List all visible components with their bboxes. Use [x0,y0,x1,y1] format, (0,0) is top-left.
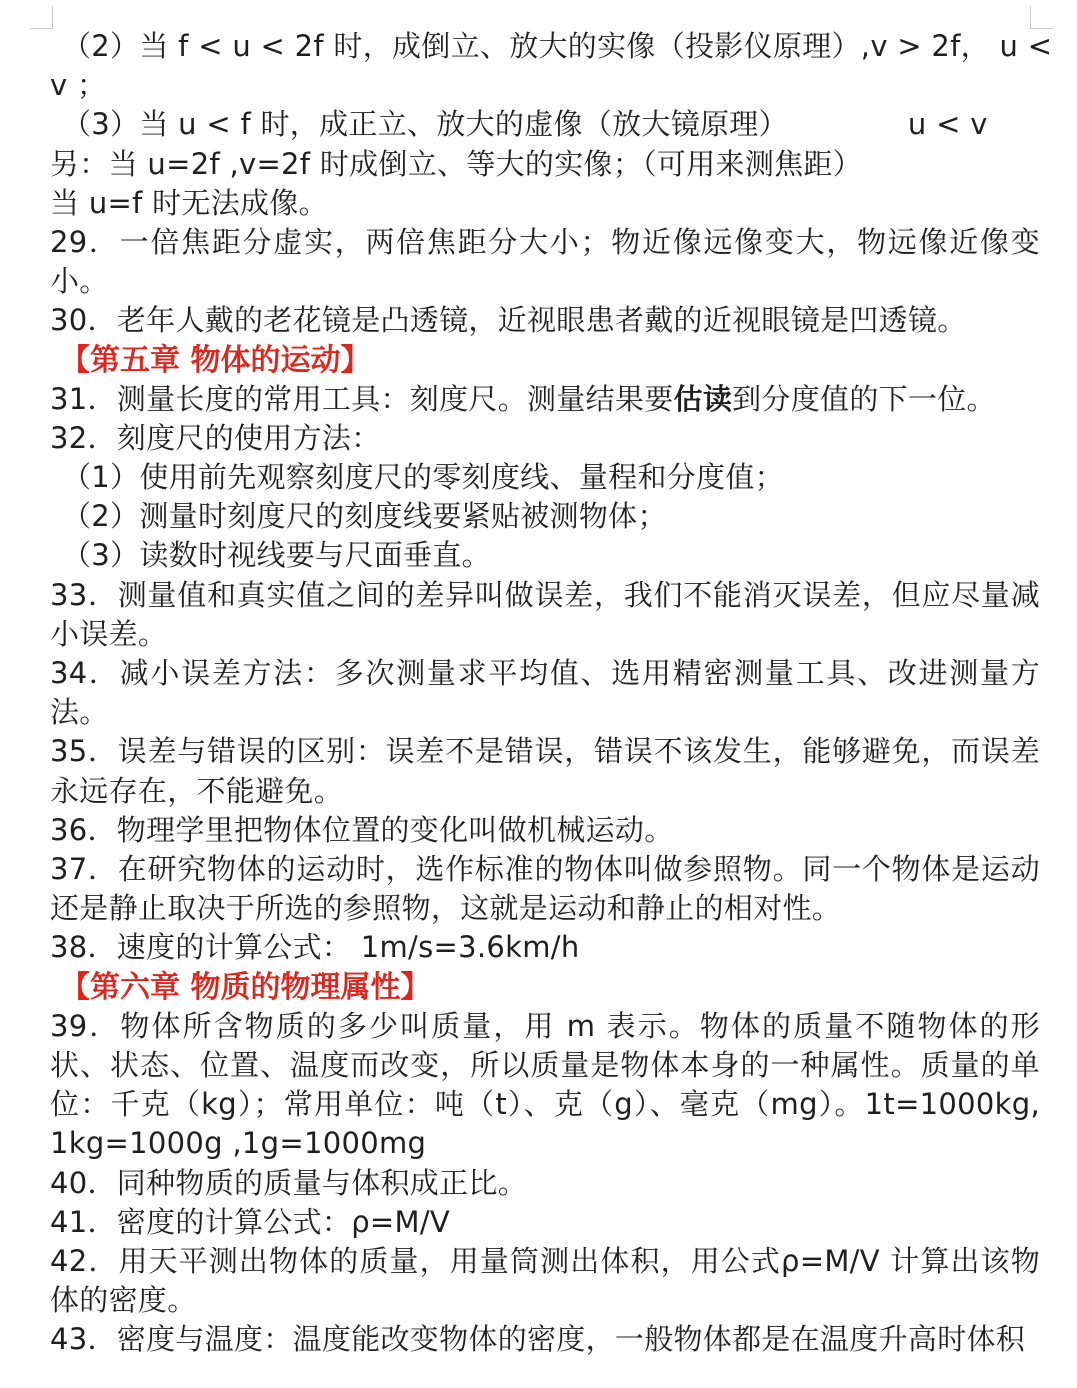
text-line [50,105,1040,144]
document-page [50,27,1053,1360]
list-item-33: 33．测量值和真实值之间的差异叫做误差，我们不能消灭误差，但应尽量减小误差。 [50,577,1040,651]
text-line: v ； [50,68,107,103]
list-item-31 [50,380,1040,419]
list-item-32: 32．刻度尺的使用方法： [50,420,381,455]
list-item-36: 36．物理学里把物体位置的变化叫做机械运动。 [50,812,674,847]
text-line: 另：当 u=2f ,v=2f 时成倒立、等大的实像；（可用来测焦距） [50,146,863,181]
sub-item-1: （1）使用前先观察刻度尺的零刻度线、量程和分度值； [62,460,784,495]
list-item-31-text: 31．测量长度的常用工具：刻度尺。测量结果要 [50,381,674,416]
text-line-tail: u < v [907,107,988,142]
list-item-34: 34．减小误差方法：多次测量求平均值、选用精密测量工具、改进测量方法。 [50,656,1040,730]
page-corner-mark-right [1030,6,1053,29]
list-item-29: 29．一倍焦距分虚实，两倍焦距分大小；物近像远像变大，物远像近像变小。 [50,224,1040,299]
text-line: （2）当 f < u < 2f 时，成倒立、放大的实像（投影仪原理）,v > 2f， u < [62,29,1053,63]
list-item-42: 42．用天平测出物体的质量，用量筒测出体积，用公式ρ=M/V 计算出该物体的密度。 [50,1244,1040,1318]
list-item-38: 38．速度的计算公式： 1m/s=3.6km/h [50,930,580,965]
text-line-main: （3）当 u < f 时，成正立、放大的虚像（放大镜原理） [62,107,788,142]
text-line: 当 u=f 时无法成像。 [50,185,328,220]
chapter-heading-6: 【第六章 物质的物理属性】 [60,969,431,1005]
sub-item-2: （2）测量时刻度尺的刻度线要紧贴被测物体； [62,499,667,534]
list-item-41: 41．密度的计算公式：ρ=M/V [50,1204,451,1239]
list-item-30: 30．老年人戴的老花镜是凸透镜，近视眼患者戴的近视眼镜是凹透镜。 [50,303,967,338]
list-item-40: 40．同种物质的质量与体积成正比。 [50,1165,528,1200]
sub-item-3: （3）读数时视线要与尺面垂直。 [62,538,491,573]
list-item-43: 43．密度与温度：温度能改变物体的密度，一般物体都是在温度升高时体积 [50,1322,1026,1357]
page-corner-mark-left [30,6,53,29]
list-item-35: 35．误差与错误的区别：误差不是错误，错误不该发生，能够避免，而误差永远存在，不能避免。 [50,734,1040,808]
list-item-31-text-end: 到分度值的下一位。 [732,381,996,416]
chapter-heading-5: 【第五章 物体的运动】 [60,342,371,378]
emphasis-text: 估读 [673,381,733,416]
list-item-39: 39．物体所含物质的多少叫质量，用 m 表示。物体的质量不随物体的形状、状态、位置、温度而改变，所以质量是物体本身的一种属性。质量的单位：千克（kg）；常用单位：吨（t）、克（g）、毫克（mg）。1t=1000kg, 1kg=1000g ,1g=1000mg [50,1008,1040,1161]
list-item-37: 37．在研究物体的运动时，选作标准的物体叫做参照物。同一个物体是运动还是静止取决于所选的参照物，这就是运动和静止的相对性。 [50,852,1040,926]
